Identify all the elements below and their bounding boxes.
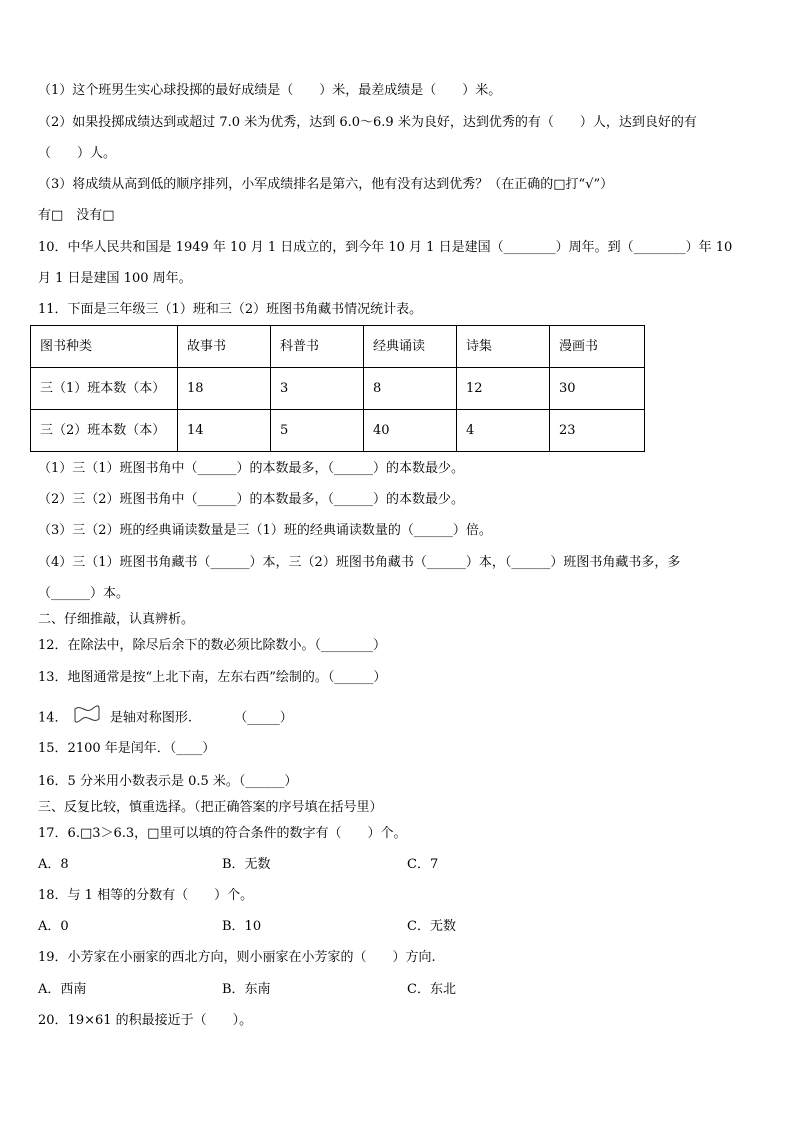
- table-cell: 30: [550, 368, 645, 410]
- q13-line: 13．地图通常是按“上北下南，左东右西”绘制的。（______）: [38, 670, 387, 685]
- q17-line: 17．6.□3＞6.3，□里可以填的符合条件的数字有（ ）个。: [38, 826, 407, 841]
- q18-option-a: A．0: [38, 919, 69, 934]
- table-cell: 23: [550, 410, 645, 452]
- table-header-cell: 科普书: [271, 326, 364, 368]
- q17-option-a: A．8: [38, 857, 69, 872]
- q11-2-line: （2）三（2）班图书角中（______）的本数最多，（______）的本数最少。: [38, 492, 465, 507]
- q9-3-line: （3）将成绩从高到低的顺序排列，小军成绩排名是第六，他有没有达到优秀？（在正确的□打“√”）: [38, 177, 614, 192]
- q19-option-c: C．东北: [407, 982, 456, 997]
- section-3-heading: 三、反复比较，慎重选择。（把正确答案的序号填在括号里）: [38, 800, 383, 815]
- q9-2-line: （2）如果投掷成绩达到或超过 7.0 米为优秀，达到 6.0～6.9 米为良好，达到优秀的有（ ）人，达到良好的有: [38, 115, 697, 130]
- q19-line: 19．小芳家在小丽家的西北方向，则小丽家在小芳家的（ ）方向.: [38, 950, 436, 965]
- q17-option-b: B．无数: [222, 857, 271, 872]
- q15-line: 15．2100 年是闰年．（____）: [38, 741, 216, 756]
- table-cell: 5: [271, 410, 364, 452]
- q12-line: 12．在除法中，除尽后余下的数必须比除数小。（________）: [38, 638, 387, 653]
- table-cell: 三（1）班本数（本）: [31, 368, 178, 410]
- wavy-flag-shape-icon: [72, 704, 102, 732]
- table-cell: 18: [178, 368, 271, 410]
- table-header-cell: 经典诵读: [364, 326, 457, 368]
- q17-option-c: C．7: [407, 857, 439, 872]
- q11-3-line: （3）三（2）班的经典诵读数量是三（1）班的经典诵读数量的（______）倍。: [38, 523, 492, 538]
- q10-continuation: 月 1 日是建国 100 周年。: [38, 271, 192, 286]
- table-cell: 40: [364, 410, 457, 452]
- table-header-cell: 图书种类: [31, 326, 178, 368]
- q11-1-line: （1）三（1）班图书角中（______）的本数最多，（______）的本数最少。: [38, 461, 465, 476]
- q20-line: 20．19×61 的积最接近于（ ）。: [38, 1013, 253, 1028]
- table-cell: 8: [364, 368, 457, 410]
- q18-option-b: B．10: [222, 919, 262, 934]
- table-cell: 4: [457, 410, 550, 452]
- q11-line: 11．下面是三年级三（1）班和三（2）班图书角藏书情况统计表。: [38, 302, 423, 317]
- table-header-cell: 漫画书: [550, 326, 645, 368]
- table-cell: 3: [271, 368, 364, 410]
- table-header-cell: 诗集: [457, 326, 550, 368]
- table-header-cell: 故事书: [178, 326, 271, 368]
- q19-option-a: A．西南: [38, 982, 87, 997]
- book-stats-table: [30, 325, 645, 452]
- q9-2-continuation: （ ）人。: [38, 146, 117, 161]
- q11-4-continuation: （______）本。: [38, 586, 130, 601]
- table-row: [31, 368, 645, 410]
- q18-line: 18．与 1 相等的分数有（ ）个。: [38, 888, 254, 903]
- q16-line: 16．5 分米用小数表示是 0.5 米。（______）: [38, 774, 298, 789]
- table-header-row: [31, 326, 645, 368]
- table-cell: 14: [178, 410, 271, 452]
- q14-line: [38, 704, 293, 732]
- table-row: [31, 410, 645, 452]
- q9-3-choices: 有□ 没有□: [38, 208, 115, 223]
- q18-option-c: C．无数: [407, 919, 456, 934]
- section-2-heading: 二、仔细推敲，认真辨析。: [38, 612, 195, 627]
- q14-text: 是轴对称图形.: [109, 710, 192, 726]
- q19-option-b: B．东南: [222, 982, 271, 997]
- table-cell: 三（2）班本数（本）: [31, 410, 178, 452]
- q11-4-line: （4）三（1）班图书角藏书（______）本，三（2）班图书角藏书（______）本，（______）班图书角藏书多，多: [38, 555, 681, 570]
- q10-line: 10．中华人民共和国是 1949 年 10 月 1 日成立的，到今年 10 月 1 日是建国（________）周年。到（________）年 10: [38, 240, 733, 255]
- q14-blank: （_____）: [234, 710, 293, 726]
- q14-number: 14．: [38, 710, 68, 726]
- q9-1-line: （1）这个班男生实心球投掷的最好成绩是（ ）米，最差成绩是（ ）米。: [38, 83, 502, 98]
- table-cell: 12: [457, 368, 550, 410]
